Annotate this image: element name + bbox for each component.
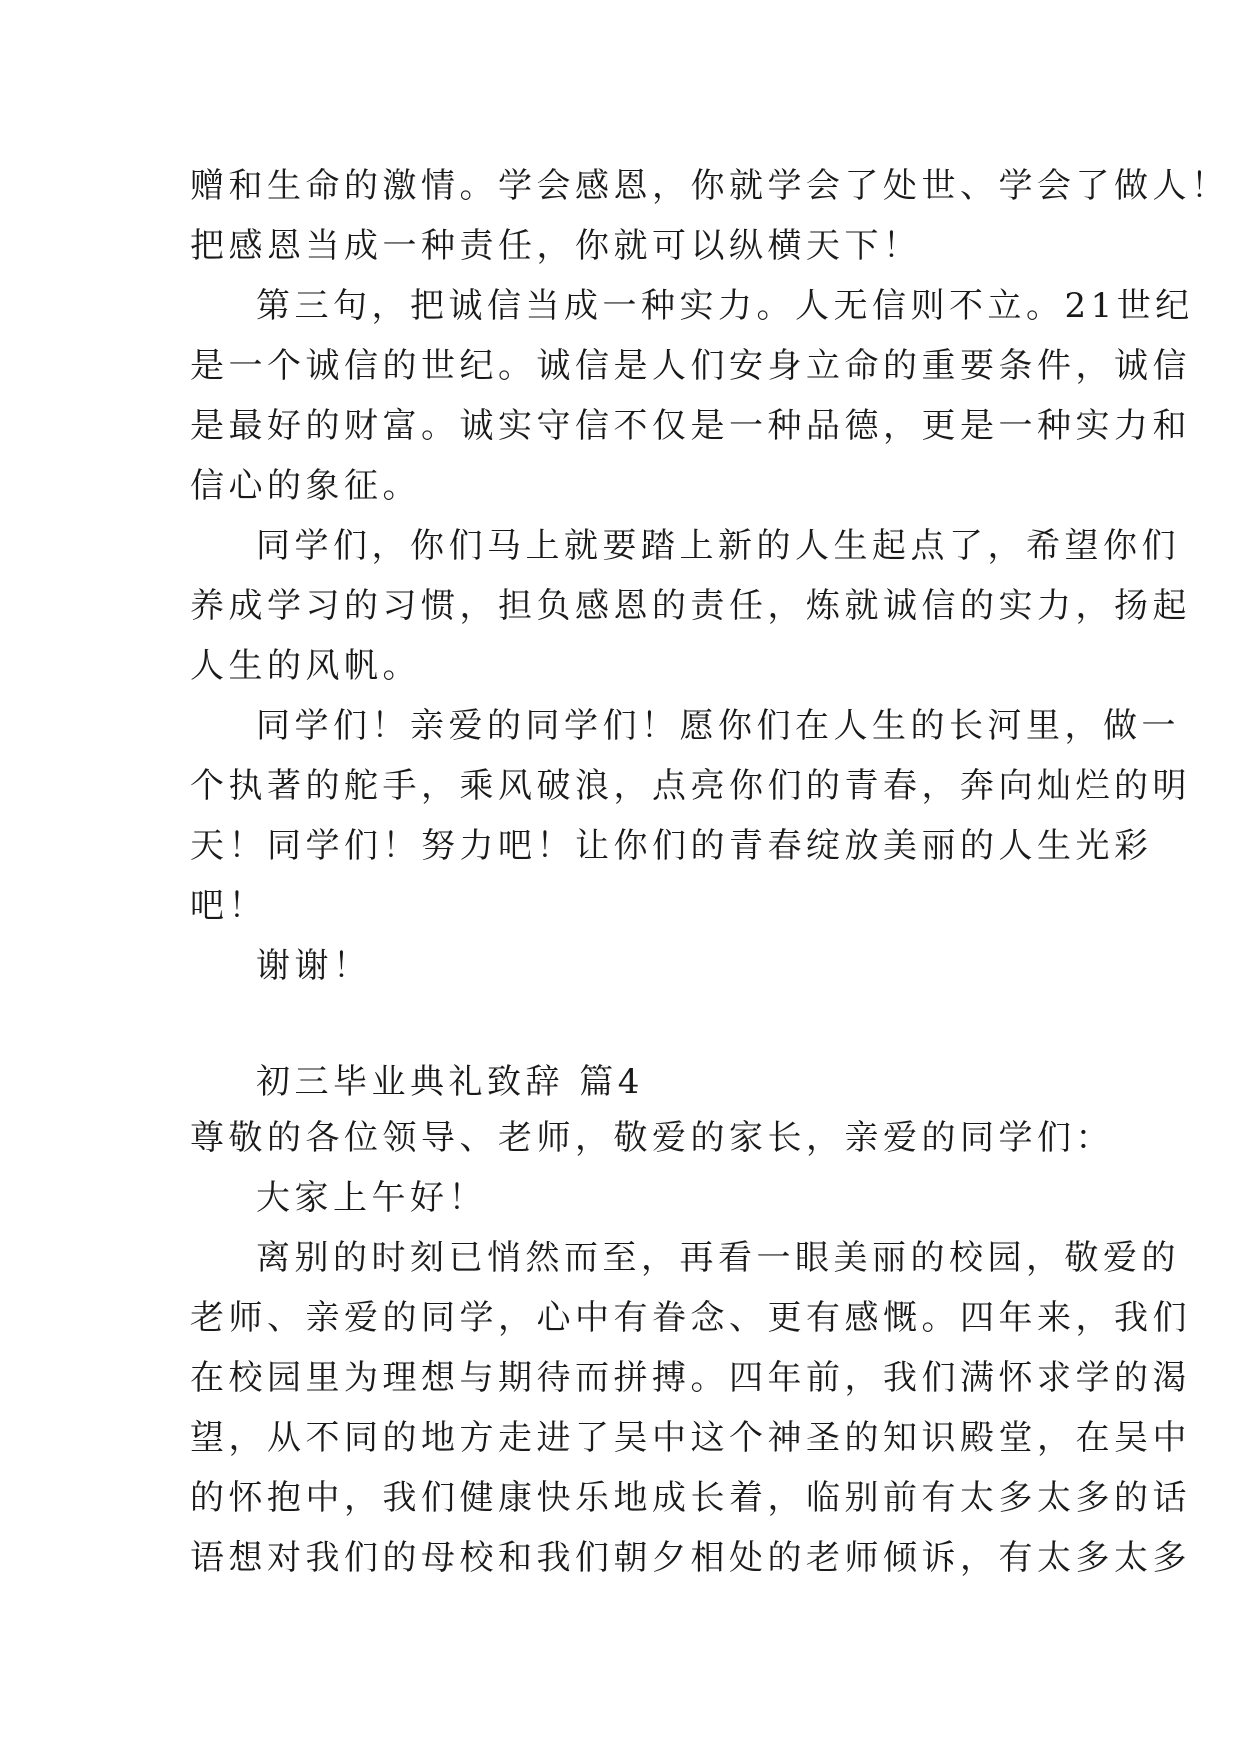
document-body (190, 156, 1230, 1588)
paragraph-line: 同学们，你们马上就要踏上新的人生起点了，希望你们 (256, 526, 1180, 566)
paragraph-line: 天！同学们！努力吧！让你们的青春绽放美丽的人生光彩 (190, 826, 1153, 866)
paragraph-line: 人生的风帆。 (190, 646, 421, 686)
paragraph-line: 是一个诚信的世纪。诚信是人们安身立命的重要条件，诚信 (190, 346, 1191, 386)
paragraph-line: 第三句，把诚信当成一种实力。人无信则不立。21世纪 (256, 286, 1194, 326)
salutation: 尊敬的各位领导、老师，敬爱的家长，亲爱的同学们： (190, 1118, 1114, 1158)
paragraph-line: 离别的时刻已悄然而至，再看一眼美丽的校园，敬爱的 (256, 1238, 1180, 1278)
paragraph-line: 在校园里为理想与期待而拼搏。四年前，我们满怀求学的渴 (190, 1358, 1191, 1398)
section-title: 初三毕业典礼致辞 篇4 (256, 1062, 644, 1102)
spacer (190, 996, 1050, 1056)
paragraph-line: 的怀抱中，我们健康快乐地成长着，临别前有太多太多的话 (190, 1478, 1191, 1518)
paragraph-line: 赠和生命的激情。学会感恩，你就学会了处世、学会了做人！ (190, 166, 1230, 206)
greeting: 大家上午好！ (256, 1178, 487, 1218)
paragraph-line: 养成学习的习惯，担负感恩的责任，炼就诚信的实力，扬起 (190, 586, 1191, 626)
paragraph-line: 老师、亲爱的同学，心中有眷念、更有感慨。四年来，我们 (190, 1298, 1191, 1338)
paragraph-line: 吧！ (190, 886, 267, 926)
paragraph-line: 谢谢！ (256, 946, 372, 986)
paragraph-line: 同学们！亲爱的同学们！愿你们在人生的长河里，做一 (256, 706, 1180, 746)
paragraph-line: 把感恩当成一种责任，你就可以纵横天下！ (190, 226, 922, 266)
paragraph-line: 信心的象征。 (190, 466, 421, 506)
paragraph-line: 个执著的舵手，乘风破浪，点亮你们的青春，奔向灿烂的明 (190, 766, 1191, 806)
paragraph-line: 语想对我们的母校和我们朝夕相处的老师倾诉，有太多太多 (190, 1538, 1191, 1578)
paragraph-line: 望，从不同的地方走进了吴中这个神圣的知识殿堂，在吴中 (190, 1418, 1191, 1458)
paragraph-line: 是最好的财富。诚实守信不仅是一种品德，更是一种实力和 (190, 406, 1191, 446)
